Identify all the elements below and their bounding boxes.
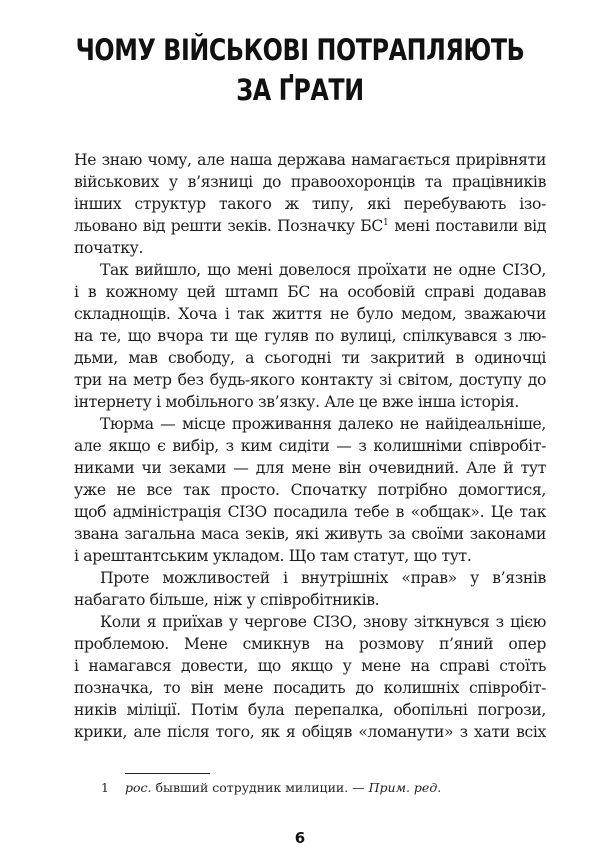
text-line: Не знаю чому, але наша держава намагається прирівняти [74,151,546,169]
text-line: інших структур такого ж типу, які перебувають ізо- [74,195,546,213]
footnote-reference[interactable]: 1 [382,218,389,228]
text-line: крики, але після того, як я обіцяв «ломанути» з хати всіх [74,723,546,741]
text-line: позначка, то він мене посадить до колишніх співробіт- [74,679,546,697]
text-line: Проте можливостей і внутрішніх «прав» у в’язнів [100,569,546,587]
chapter-title-line-1: ЧОМУ ВІЙСЬКОВІ ПОТРАПЛЯЮТЬ [75,33,525,67]
footnote [101,779,441,797]
text-line: на те, що вчора ти ще гуляв по вулиці, спілкувався з лю- [74,327,546,345]
text-line: дьми, мав свободу, а сьогодні ти закритий в одиночці [74,349,546,367]
text-line: никами чи зеками — для мене він очевидний. Але й тут [74,459,546,477]
text-line: Коли я приїхав у чергове СІЗО, знову зіткнувся з цією [100,613,546,631]
text-line: набагато більше, ніж у співробітників. [74,591,380,609]
footnote-separator [125,773,210,774]
chapter-title [54,30,546,110]
text-line: щоб адміністрація СІЗО посадила тебе в «общак». Це так [74,503,546,521]
text-line: льовано від решти зеків. Позначку БС$^1$ мені поставили від [74,217,546,235]
page-number: 6 [294,829,306,847]
footnote-number: 1 [101,780,109,795]
footnote-editor-note: Прим. ред. [368,780,442,795]
text-line: звана загальна маса зеків, які живуть за своїми законами [74,525,546,543]
text-line: Так вийшло, що мені довелося проїхати не одне СІЗО, [100,261,546,279]
text-line: але якщо є вибір, з ким сидіти — з колишніми співробіт- [74,437,546,455]
text-line: три на метр без будь-якого контакту зі світом, доступу до [74,371,546,389]
chapter-title-line-2: ЗА ҐРАТИ [236,73,364,107]
text-line: Тюрма — місце проживання далеко не найідеальніше, [100,415,546,433]
body-text [74,149,546,743]
text-line: і арештантським укладом. Що там статут, що тут. [74,547,472,565]
text-line: уже не все так просто. Спочатку потрібно домогтися, [74,481,546,499]
footnote-text: бывший сотрудник милиции. — [151,780,369,795]
text-line: і в кожному цей штамп БС на особовій справі додавав [74,283,546,301]
text-line: проблемою. Мене смикнув на розмову п’яний опер [74,635,546,653]
text-line: інтернету і мобільного зв’язку. Але це вже інша історія. [74,393,519,411]
text-line: ників міліції. Потім була перепалка, обопільні погрози, [74,701,546,719]
text-line: військових у в’язниці до правоохоронців та працівників [74,173,546,191]
text-line: початку. [74,239,144,257]
text-line: і намагався довести, що якщо у мене на справі стоїть [74,657,546,675]
footnote-lang-abbr: рос. [125,780,152,795]
text-line: складнощів. Хоча і так життя не було медом, зважаючи [74,305,546,323]
